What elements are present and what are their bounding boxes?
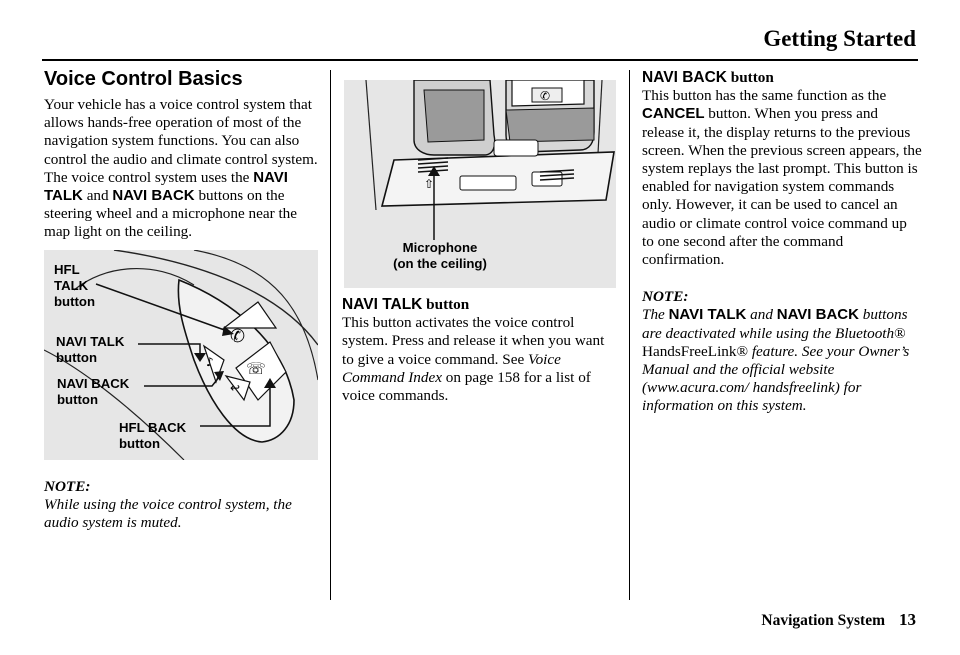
header-divider <box>42 59 918 61</box>
note-navi-talk-term: NAVI TALK <box>668 306 747 324</box>
svg-text:✆: ✆ <box>230 326 246 347</box>
intro-text: Your vehicle has a voice control system that allows hands-free operation of most of the navigation system functions. You can also control the audio and climate control system. The voice control system uses the <box>44 96 318 186</box>
page-number: 13 <box>899 610 916 629</box>
column-divider <box>629 70 630 600</box>
note-the: The <box>642 306 669 324</box>
column-divider <box>330 70 331 600</box>
navi-talk-text-end: on page 158 for a list of voice commands. <box>342 368 591 405</box>
note-text: While using the voice control system, the audio system is muted. <box>44 496 292 532</box>
note-paragraph-right <box>642 306 922 415</box>
navi-back-heading-word: button <box>726 69 774 86</box>
svg-text:♪: ♪ <box>206 355 214 369</box>
navi-talk-term: NAVI TALK <box>44 168 288 205</box>
voice-command-index-ref: Voice Command Index <box>342 350 561 386</box>
navi-back-text-end: button. When you press and release it, the display returns to the previous screen. When the previous screen appears, the system replays the last prompt. This button is enabled for navigation system commands only. However, it can be used to cancel an audio or climate control voice command up to one second after the command confirmation. <box>642 105 922 269</box>
intro-paragraph <box>44 96 319 242</box>
section-heading: Voice Control Basics <box>44 68 243 90</box>
note-text-2: feature. See your Owner’s Manual and the official website (www.acura.com/ handsfreelink) for information on this system. <box>642 342 910 415</box>
bluetooth-term: Bluetooth <box>835 324 895 342</box>
navi-talk-heading-word: button <box>422 296 470 313</box>
hfl-talk-label-line3: button <box>54 294 96 309</box>
handsfreelink-term: ® HandsFreeLink® <box>642 324 906 360</box>
note-block <box>44 478 319 533</box>
intro-text-end: buttons on the steering wheel and a microphone near the map light on the ceiling. <box>44 187 298 241</box>
page-title: Getting Started <box>763 26 916 51</box>
navi-talk-label-line1: NAVI TALK <box>56 334 125 349</box>
navi-back-term: NAVI BACK <box>112 187 195 205</box>
hfl-talk-label-line2: TALK <box>54 278 89 293</box>
intro-and: and <box>82 187 113 205</box>
svg-text:✆: ✆ <box>540 89 551 103</box>
hfl-talk-label-line1: HFL <box>54 262 80 277</box>
hfl-talk-callout <box>54 262 95 310</box>
navi-back-text: This button has the same function as the <box>642 87 887 105</box>
column-middle <box>342 296 618 405</box>
ceiling-microphone-figure <box>344 80 616 288</box>
svg-text:↩: ↩ <box>230 381 241 395</box>
hfl-back-label-line2: button <box>119 436 161 451</box>
navi-talk-label-line2: button <box>56 350 98 365</box>
note-and: and <box>746 306 777 324</box>
page-footer <box>761 610 916 630</box>
cancel-term: CANCEL <box>642 105 705 123</box>
microphone-label-line2: (on the ceiling) <box>393 256 487 271</box>
navi-back-heading-term: NAVI BACK <box>642 69 727 86</box>
navi-talk-text: This button activates the voice control system. Press and release it when you want to give a voice command. See <box>342 314 605 368</box>
column-right <box>642 69 922 416</box>
navi-back-paragraph <box>642 87 922 269</box>
navi-talk-callout <box>56 334 124 366</box>
note-text-1: buttons are deactivated while using the <box>642 306 908 342</box>
svg-text:⇧: ⇧ <box>424 177 435 191</box>
navi-back-heading <box>642 69 922 87</box>
steering-wheel-figure <box>44 250 318 460</box>
navi-talk-heading-term: NAVI TALK <box>342 296 423 313</box>
note-label-right: NOTE: <box>642 288 689 306</box>
footer-label: Navigation System <box>761 612 885 629</box>
note-label: NOTE: <box>44 478 91 495</box>
microphone-label-line1: Microphone <box>402 240 478 255</box>
navi-back-callout <box>57 376 129 408</box>
microphone-callout <box>344 240 536 272</box>
navi-talk-paragraph <box>342 314 618 405</box>
note-navi-back-term: NAVI BACK <box>776 306 859 324</box>
navi-back-label-line1: NAVI BACK <box>57 376 130 391</box>
hfl-back-callout <box>119 420 186 452</box>
navi-talk-heading <box>342 296 618 314</box>
hfl-back-label-line1: HFL BACK <box>119 420 187 435</box>
navi-back-label-line2: button <box>57 392 99 407</box>
svg-text:☏: ☏ <box>246 359 267 378</box>
